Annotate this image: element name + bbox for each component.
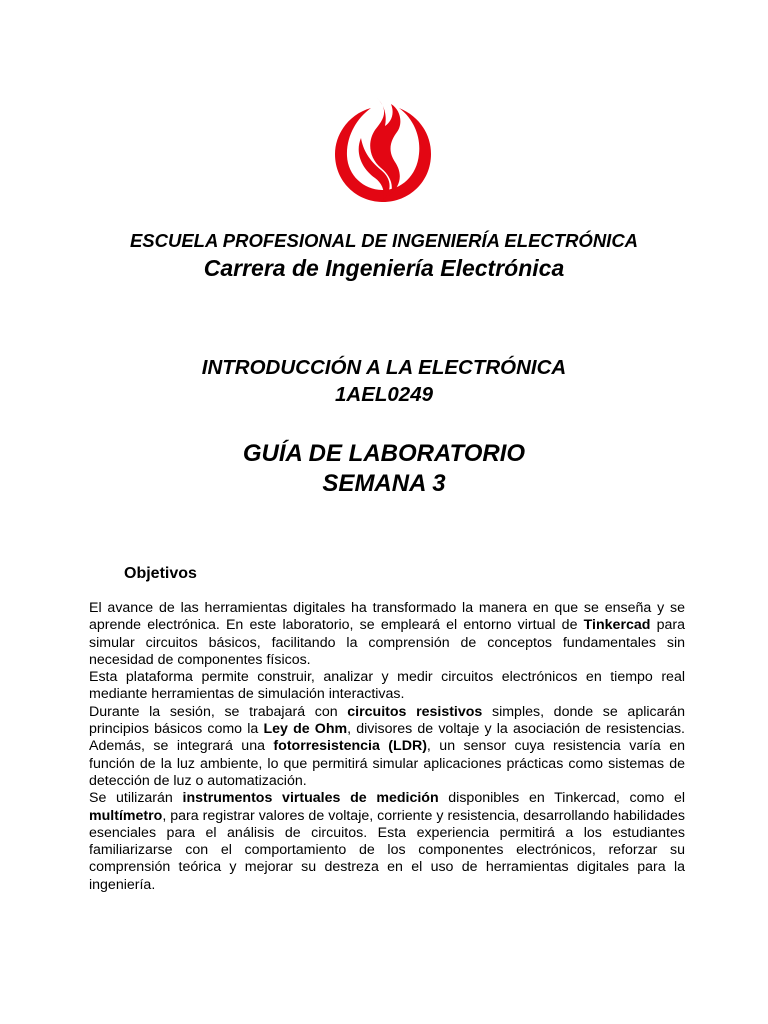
text-run: El avance de las herramientas digitales ha transformado la manera en que se enseña y se aprende electrónica. En este laboratorio, se empleará el entorno virtual de [89,600,685,634]
objectives-paragraph-1 [89,600,685,669]
text-run: disponibles en Tinkercad, como el [438,790,685,807]
emphasis-circuitos: circuitos resistivos [347,703,483,720]
career-name: Carrera de Ingeniería Electrónica [203,255,565,281]
emphasis-instrumentos: instrumentos virtuales de medición [182,790,439,807]
school-name: ESCUELA PROFESIONAL DE INGENIERÍA ELECTRÓNICA [129,230,639,251]
course-code: 1AEL0249 [334,383,433,406]
objectives-heading: Objetivos [124,565,197,582]
text-run: para simular circuitos básicos, facilitando la comprensión de conceptos fundamentales sin necesidad de componentes físicos. [89,617,685,668]
emphasis-tinkercad: Tinkercad [583,617,651,634]
university-logo [331,96,435,204]
objectives-paragraph-4 [89,790,685,894]
course-name: INTRODUCCIÓN A LA ELECTRÓNICA [201,356,567,379]
objectives-body [89,600,685,894]
text-run: Se utilizarán [89,790,183,807]
emphasis-multimetro: multímetro [89,807,163,824]
guide-title: GUÍA DE LABORATORIO [242,440,526,467]
objectives-paragraph-3 [89,704,685,790]
text-run: , para registrar valores de voltaje, corriente y resistencia, desarrollando habilidades esenciales para el análisis de circuitos. Esta experiencia permitirá a los estudiantes familiarizarse con el comportamiento de los componentes electrónicos, reforzar su comprensión teórica y mejorar su destreza en el uso de herramientas digitales para la ingeniería. [89,807,685,893]
text-run: Durante la sesión, se trabajará con [89,703,348,720]
text-run: , divisores de voltaje y la asociación de resistencias. Además, se integrará una [89,721,685,755]
objectives-paragraph-2: Esta plataforma permite construir, analizar y medir circuitos electrónicos en tiempo real mediante herramientas de simulación interactivas. [89,669,685,703]
emphasis-ley-ohm: Ley de Ohm [263,721,348,738]
text-run: simples, donde se aplicarán principios básicos como la [89,703,686,738]
text-run: , un sensor cuya resistencia varía en función de la luz ambiente, lo que permitirá simular aplicaciones prácticas como sistemas de detección de luz o automatización. [89,738,685,789]
guide-week: SEMANA 3 [322,470,446,497]
emphasis-ldr: fotorresistencia (LDR) [273,738,427,755]
